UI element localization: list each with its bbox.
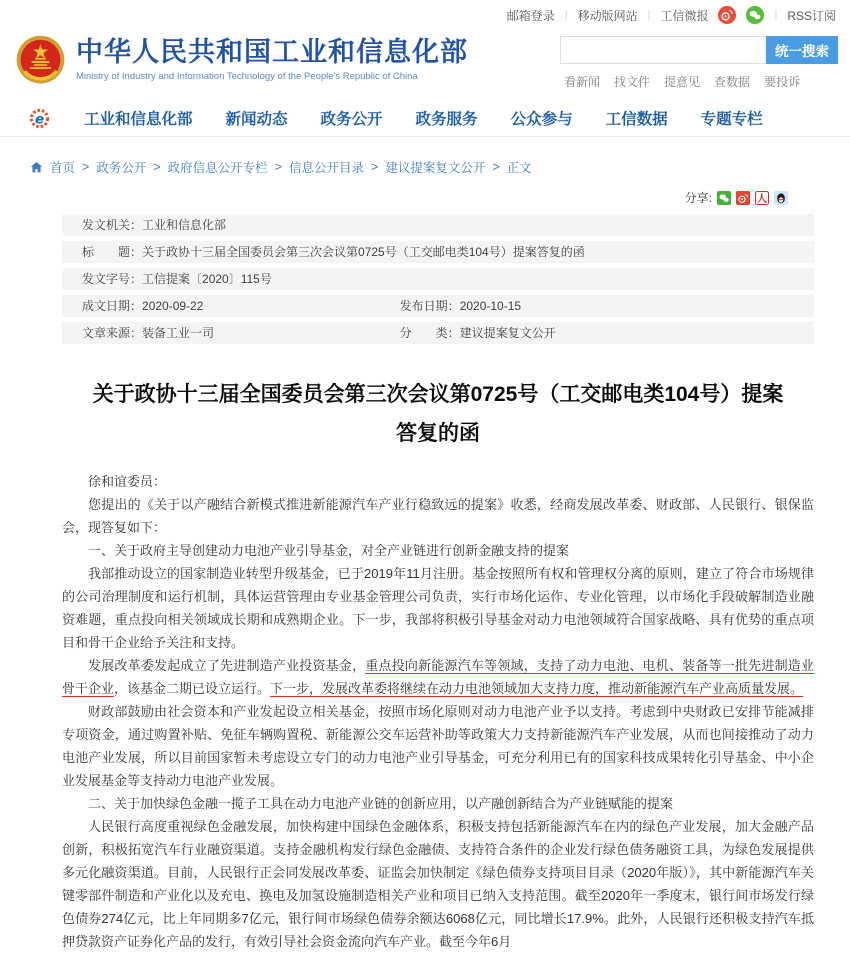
breadcrumb-separator: >	[274, 160, 282, 174]
topbar-link-mail-login[interactable]: 邮箱登录	[506, 8, 555, 23]
share-label: 分享:	[684, 191, 712, 205]
meta-source: 文章来源：装备工业一司	[82, 326, 215, 340]
meta-date-written: 成文日期：2020-09-22	[82, 299, 204, 313]
svg-text:人: 人	[757, 193, 767, 205]
topbar-link-rss[interactable]: RSS订阅	[787, 8, 836, 23]
topbar	[0, 0, 850, 30]
breadcrumb-separator: >	[153, 160, 161, 174]
meta-title-value: 关于政协十三届全国委员会第三次会议第0725号（工交邮电类104号）提案答复的函	[142, 245, 585, 259]
breadcrumb-proposal-replies[interactable]: 建议提案复文公开	[385, 161, 486, 175]
document-content	[62, 189, 814, 953]
quick-link-complaint[interactable]: 要投诉	[764, 75, 801, 89]
nav-item-miit-data[interactable]: 工信数据	[605, 111, 668, 128]
article-title: 关于政协十三届全国委员会第三次会议第0725号（工交邮电类104号）提案答复的函	[92, 383, 784, 445]
breadcrumb-separator: >	[371, 160, 379, 174]
weibo-share-icon[interactable]	[736, 191, 750, 205]
meta-row-agency	[62, 214, 814, 236]
main-nav	[0, 100, 850, 137]
meta-row-source-category	[62, 322, 814, 344]
breadcrumb-home[interactable]: 首页	[50, 161, 76, 175]
meta-title-label: 标 题：	[82, 245, 143, 259]
meta-row-number	[62, 268, 814, 290]
article-paragraph-ndrc-fund: 发展改革委发起成立了先进制造产业投资基金，重点投向新能源汽车等领域，支持了动力电池、电机、装备等一批先进制造业骨干企业，该基金二期已设立运行。下一步，发展改革委将继续在动力电池领域加大支持力度，推动新能源汽车产业高质量发展。	[62, 657, 814, 696]
search-block	[560, 30, 838, 90]
weibo-icon[interactable]	[718, 6, 736, 24]
svg-text:e: e	[34, 111, 45, 127]
nav-item-gov-services[interactable]: 政务服务	[415, 111, 478, 128]
breadcrumb-info-disclosure-column[interactable]: 政府信息公开专栏	[167, 161, 268, 175]
article-paragraph-pboc: 人民银行高度重视绿色金融发展，加快构建中国绿色金融体系，积极支持包括新能源汽车在内的绿色产业发展，加大金融产品创新，积极拓宽汽车行业融资渠道。支持金融机构发行绿色金融债、支持符合条件的企业发行绿色债务融资工具，为绿色发展提供多元化融资渠道。目前，人民银行正会同发展改革委、证监会加快制定《绿色债券支持项目目录（2020年版）》，其中新能源汽车关键零部件制造和产业化以及充电、换电及加氢设施制造相关产业和项目已纳入支持范围。截至2020年一季度末，银行间市场发行绿色债券274亿元，比上年同期多7亿元，银行间市场绿色债券余额达6068亿元，同比增长17.9%。此外，人民银行还积极支持汽车抵押贷款资产证券化产品的发行，有效引导社会资金流向汽车产业。截至今年6月	[62, 818, 814, 949]
nav-item-public-participation[interactable]: 公众参与	[510, 111, 573, 128]
breadcrumb-current-page: 正文	[506, 161, 532, 175]
share-row	[62, 189, 788, 206]
brand-text	[76, 38, 468, 82]
meta-number-label: 发文字号：	[82, 272, 143, 286]
site-subtitle-en: Ministry of Industry and Information Technology of the People's Republic of China	[76, 70, 418, 82]
site-header	[0, 30, 850, 100]
article-body	[62, 470, 814, 953]
meta-agency-value: 工业和信息化部	[142, 218, 227, 232]
topbar-link-miit-weibo[interactable]: 工信微报	[660, 8, 709, 23]
miit-gear-logo-icon	[28, 107, 51, 130]
divider: |	[774, 9, 778, 21]
breadcrumb-gov-disclosure[interactable]: 政务公开	[96, 161, 147, 175]
document-meta-table	[62, 214, 814, 344]
meta-row-title	[62, 241, 814, 263]
divider: |	[564, 9, 568, 21]
article-section-heading-1: 一、关于政府主导创建动力电池产业引导基金，对全产业链进行创新金融支持的提案	[88, 542, 570, 558]
national-emblem-icon	[14, 34, 67, 87]
meta-date-published: 发布日期：2020-10-15	[399, 299, 522, 313]
meta-category: 分 类：建议提案复文公开	[399, 326, 556, 340]
nav-item-gov-disclosure[interactable]: 政务公开	[320, 111, 383, 128]
qq-share-icon[interactable]	[774, 191, 788, 205]
quick-links	[560, 73, 838, 90]
article-paragraph-mof: 财政部鼓励由社会资本和产业发起设立相关基金，按照市场化原则对动力电池产业予以支持。考虑到中央财政已安排节能减排专项资金，通过购置补贴、免征车辆购置税、新能源公交车运营补助等政策大力支持新能源汽车产业发展，从而也间接推动了动力电池产业发展，所以目前国家暂未考虑设立专门的动力电池产业引导基金，可充分利用已有的国家科技成果转化引导基金、中小企业发展基金等支持动力电池产业发展。	[62, 703, 814, 788]
wechat-share-icon[interactable]	[717, 191, 731, 205]
nav-item-miit[interactable]: 工业和信息化部	[84, 111, 193, 128]
meta-agency-label: 发文机关：	[82, 218, 143, 232]
quick-link-feedback[interactable]: 提意见	[664, 75, 701, 89]
wechat-icon[interactable]	[746, 6, 764, 24]
breadcrumb-separator: >	[492, 160, 500, 174]
breadcrumb	[0, 137, 850, 176]
home-icon[interactable]	[30, 161, 43, 174]
breadcrumb-info-catalog[interactable]: 信息公开目录	[288, 161, 364, 175]
nav-item-special-columns[interactable]: 专题专栏	[700, 111, 763, 128]
article-paragraph-miit-fund: 我部推动设立的国家制造业转型升级基金，已于2019年11月注册。基金按照所有权和管理权分离的原则，建立了符合市场规律的公司治理制度和运行机制，具体运营管理由专业基金管理公司负责，实行市场化运作、专业化管理，以市场化手段破解制造业融资难题，重点投向相关领域成长期和成熟期企业。下一步，我部将积极引导基金对动力电池领域符合国家战略、具有优势的重点项目和骨干企业给予关注和支持。	[62, 565, 814, 650]
article-section-heading-2: 二、关于加快绿色金融一揽子工具在动力电池产业链的创新应用，以产融创新结合为产业链赋能的提案	[88, 795, 674, 811]
breadcrumb-separator: >	[82, 160, 90, 174]
quick-link-documents[interactable]: 找文件	[614, 75, 651, 89]
topbar-link-mobile-site[interactable]: 移动版网站	[577, 8, 638, 23]
site-title: 中华人民共和国工业和信息化部	[76, 37, 468, 68]
red-underlined-text: 下一步，发展改革委将继续在动力电池领域加大支持力度，推动新能源汽车产业高质量发展。	[270, 680, 804, 696]
renren-share-icon[interactable]	[755, 191, 769, 205]
meta-number-value: 工信提案〔2020〕115号	[142, 272, 272, 286]
unified-search-button[interactable]: 统一搜索	[766, 36, 838, 64]
quick-link-news[interactable]: 看新闻	[564, 75, 601, 89]
site-brand[interactable]	[14, 30, 468, 90]
nav-item-news[interactable]: 新闻动态	[225, 111, 288, 128]
meta-row-dates	[62, 295, 814, 317]
search-input[interactable]	[560, 36, 766, 64]
red-underlined-text: 重点投向新能源汽车等领域，支持了动力电池、电机、装备等一批先进制造业骨干企业	[62, 657, 814, 696]
article-intro-paragraph: 您提出的《关于以产融结合新模式推进新能源汽车产业行稳致远的提案》收悉，经商发展改革委、财政部、人民银行、银保监会，现答复如下：	[62, 496, 814, 535]
divider: |	[647, 9, 651, 21]
article-salutation: 徐和谊委员：	[88, 473, 167, 489]
quick-link-data[interactable]: 查数据	[714, 75, 751, 89]
